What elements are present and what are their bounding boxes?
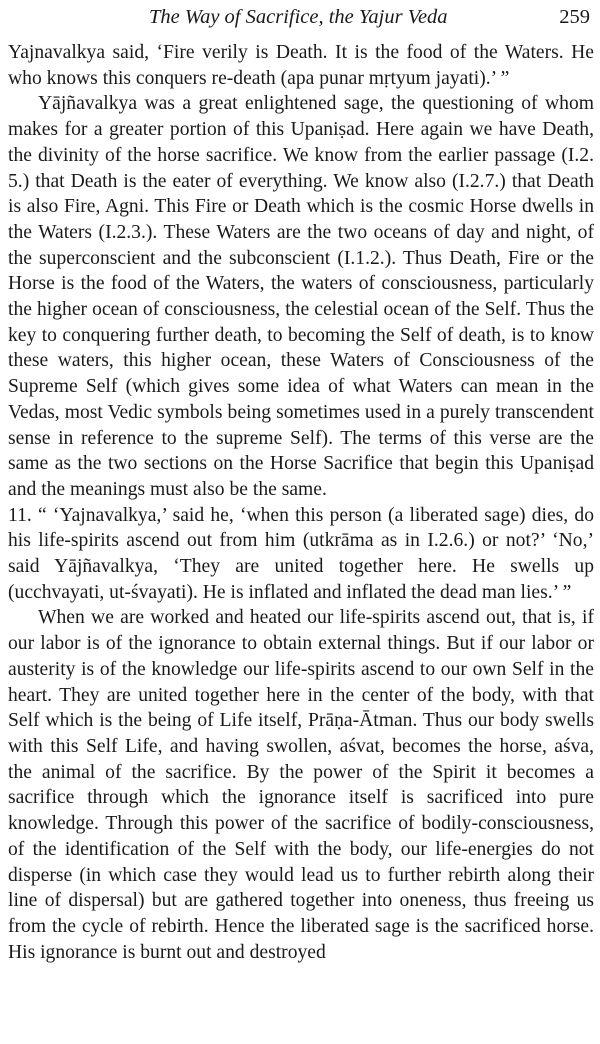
paragraph-1: Yajnavalkya said, ‘Fire verily is Death. It is the food of the Waters. He who knows this conquers re-death (apa punar mṛtyum jayati).’ ”	[8, 42, 594, 89]
verse-11: 11. “ ‘Yajnavalkya,’ said he, ‘when this person (a liberated sage) dies, do his life-spirits ascend out from him (utkrāma as in I.2.6.) or not?’ ‘No,’ said Yājñavalkya, ‘They are united together here. He swells up (ucchvayati, ut-śvayati). He is inflated and inflated the dead man lies.’ ”	[8, 504, 594, 603]
book-page	[8, 0, 594, 1044]
page-number: 259	[559, 6, 590, 28]
paragraph-2: Yājñavalkya was a great enlightened sage, the questioning of whom makes for a greater portion of this Upaniṣad. Here again we have Death, the divinity of the horse sacrifice. We know from the earlier passage (I.2. 5.) that Death is the eater of everything. We know also (I.2.7.) that Death is also Fire, Agni. This Fire or Death which is the cosmic Horse dwells in the Waters (I.2.3.). These Waters are the two oceans of day and night, of the superconscient and the subconscient (I.1.2.). Thus Death, Fire or the Horse is the food of the Waters, the waters of consciousness, particularly the higher ocean of consciousness, the celestial ocean of the Self. Thus the key to conquering further death, to becoming the Self of death, is to know these waters, this higher ocean, these Waters of Consciousness of the Supreme Self (which gives some idea of what Waters can mean in the Vedas, most Vedic symbols being sometimes used in a purely transcendent sense in reference to the supreme Self). The terms of this verse are the same as the two sections on the Horse Sacrifice that begin this Upaniṣad and the meanings must also be the same.	[8, 93, 594, 500]
running-header	[8, 6, 594, 32]
running-title: The Way of Sacrifice, the Yajur Veda	[149, 6, 448, 28]
paragraph-4: When we are worked and heated our life-spirits ascend out, that is, if our labor is of the ignorance to obtain external things. But if our labor or austerity is of the knowledge our life-spirits ascend to our own Self in the heart. They are united together here in the center of the body, with that Self which is the being of Life itself, Prāṇa-Ātman. Thus our body swells with this Self Life, and having swollen, aśvat, becomes the horse, aśva, the animal of the sacrifice. By the power of the Spirit it becomes a sacrifice through which the ignorance itself is sacrificed into pure knowledge. Through this power of the sacrifice of bodily-consciousness, of the identification of the Self with the body, our life-energies do not disperse (in which case they would lead us to further rebirth along their line of dispersal) but are gathered together into oneness, thus freeing us from the cycle of rebirth. Hence the liberated sage is the sacrificed horse. His ignorance is burnt out and destroyed	[8, 607, 594, 963]
body-text	[8, 40, 594, 965]
